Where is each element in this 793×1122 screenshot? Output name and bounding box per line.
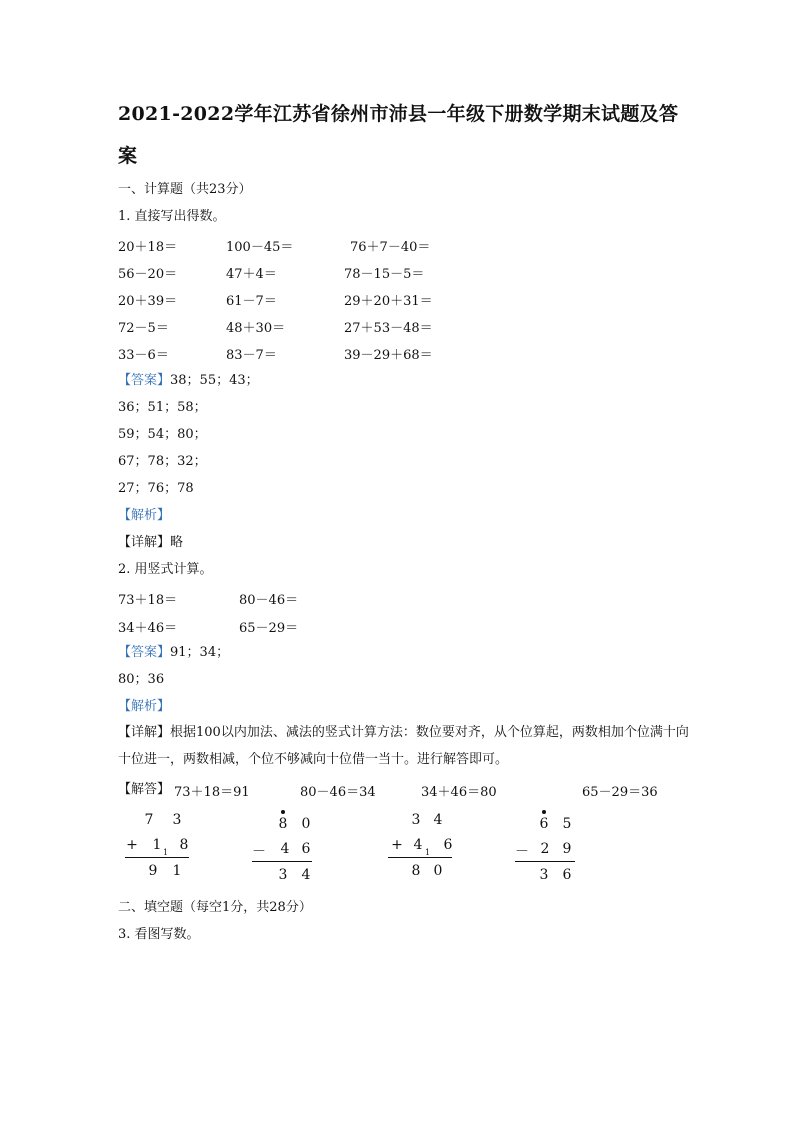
q1-item: 72－5＝	[118, 321, 169, 336]
q1-item: 76＋7－40＝	[350, 240, 431, 255]
q2-answer	[118, 644, 229, 662]
digit: 6	[539, 816, 549, 832]
digit: 1	[152, 837, 162, 853]
digit: 6	[562, 867, 572, 883]
q1-item: 100－45＝	[226, 240, 294, 255]
answer-line: 27；76；78	[118, 481, 194, 496]
digit: 2	[540, 841, 550, 857]
detail-tag: 【详解】	[118, 725, 171, 740]
q1-item: 56－20＝	[118, 267, 178, 282]
solution-equation: 80－46＝34	[300, 785, 376, 800]
digit: 1	[172, 863, 182, 879]
digit: 0	[433, 863, 443, 879]
q1-item: 33－6＝	[118, 348, 169, 363]
q1-item: 39－29＋68＝	[344, 348, 433, 363]
answer-line: 38；55；43；	[170, 373, 259, 388]
digit: 3	[172, 812, 182, 828]
digit: 4	[301, 867, 311, 883]
digit: 9	[562, 841, 572, 857]
calc-line	[388, 857, 452, 858]
answer-line: 80；36	[118, 672, 165, 687]
q1-item: 47＋4＝	[226, 267, 277, 282]
vertical-calc-2	[252, 810, 322, 886]
page-title: 2021-2022学年江苏省徐州市沛县一年级下册数学期末试题及答案	[118, 103, 679, 167]
digit: 3	[539, 867, 549, 883]
vertical-calc-1	[125, 812, 195, 884]
q1-item: 20＋18＝	[118, 240, 178, 255]
answer-tag: 【答案】	[118, 645, 171, 660]
q1-item: 27＋53－48＝	[344, 321, 433, 336]
section-heading-2: 二、填空题（每空1分，共28分）	[118, 900, 312, 915]
solution-equation: 65－29＝36	[582, 785, 658, 800]
borrow-dot	[281, 810, 285, 814]
digit: 8	[278, 816, 288, 832]
q1-item: 83－7＝	[226, 348, 277, 363]
analysis-tag: 【解析】	[118, 508, 171, 523]
q1-item: 48＋30＝	[226, 321, 286, 336]
digit: 9	[148, 863, 158, 879]
q2-item: 34＋46＝	[118, 621, 178, 636]
detail-tag: 【详解】	[118, 535, 171, 550]
answer-tag: 【答案】	[118, 373, 171, 388]
q2-item: 80－46＝	[239, 593, 299, 608]
borrow-dot	[542, 810, 546, 814]
q1-answer	[118, 372, 259, 390]
carry-mark: 1	[163, 848, 169, 857]
q2-item: 73＋18＝	[118, 593, 178, 608]
q1-item: 29＋20＋31＝	[344, 294, 433, 309]
q1-item: 61－7＝	[226, 294, 277, 309]
calc-line	[252, 861, 312, 862]
digit: 4	[280, 841, 290, 857]
plus-sign: +	[126, 837, 138, 853]
digit: 6	[443, 837, 453, 853]
q2-solution-label: 【解答】	[118, 782, 171, 797]
section-heading-1: 一、计算题（共23分）	[118, 182, 252, 197]
digit: 7	[144, 812, 154, 828]
digit: 3	[278, 867, 288, 883]
answer-line: 67；78；32；	[118, 454, 207, 469]
answer-line: 91；34；	[170, 645, 230, 660]
minus-sign: －	[252, 844, 266, 860]
q2-item: 65－29＝	[239, 621, 299, 636]
digit: 6	[301, 841, 311, 857]
analysis-tag: 【解析】	[118, 699, 171, 714]
detail-text: 略	[170, 535, 184, 550]
question-2-stem: 2. 用竖式计算。	[118, 562, 213, 577]
digit: 5	[562, 816, 572, 832]
calc-line	[125, 857, 189, 858]
answer-line: 59；54；80；	[118, 427, 207, 442]
digit: 3	[411, 812, 421, 828]
digit: 8	[411, 863, 421, 879]
digit: 8	[179, 837, 189, 853]
q2-detail	[118, 719, 698, 773]
digit: 4	[433, 812, 443, 828]
calc-line	[515, 861, 575, 862]
q1-item: 78－15－5＝	[344, 267, 425, 282]
vertical-calc-3	[388, 812, 458, 884]
question-3-stem: 3. 看图写数。	[118, 927, 200, 942]
digit: 4	[413, 837, 423, 853]
solution-equation: 34＋46＝80	[421, 785, 497, 800]
digit: 0	[301, 816, 311, 832]
carry-mark: 1	[425, 848, 431, 857]
vertical-calc-4	[515, 810, 585, 886]
question-1-stem: 1. 直接写出得数。	[118, 209, 226, 224]
plus-sign: +	[391, 837, 403, 853]
answer-line: 36；51；58；	[118, 400, 207, 415]
detail-text: 根据100以内加法、减法的竖式计算方法：数位要对齐，从个位算起，两数相加个位满十向十位进一，两数相减，个位不够减向十位借一当十。进行解答即可。	[118, 725, 689, 767]
q1-detail	[118, 534, 183, 552]
minus-sign: －	[515, 844, 529, 860]
solution-equation: 73＋18＝91	[174, 785, 250, 800]
q1-item: 20＋39＝	[118, 294, 178, 309]
